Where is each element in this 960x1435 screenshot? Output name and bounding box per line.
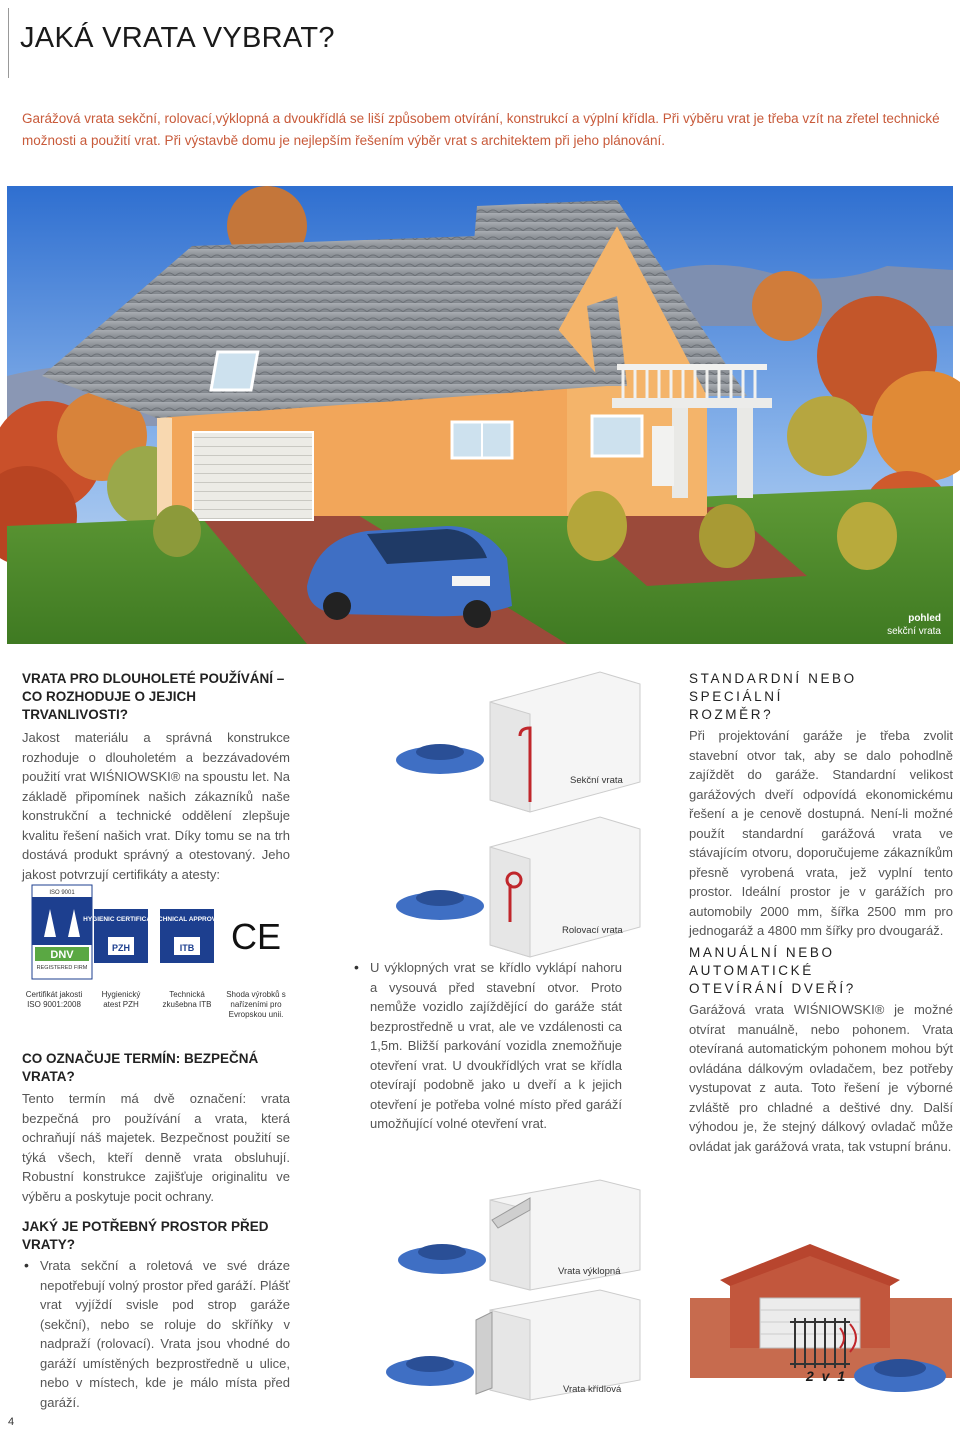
tilt-bullet: • U výklopných vrat se křídlo vyklápí nahoru a vysouvá před stavební otvor. Proto nemůže vozidlo zajíždějící do garáže stát bezprostředně u vrat, ale ve vzdálenosti ca 1,5m. Bližší parkování vozidla znemožňuje otevření vrat. U dvoukřídlých vrat se křídla otevírají podobně jako u dveří a k jejich otevření je potřeba volné místo před garáží umožňující volné otevření vrat.	[352, 958, 622, 1134]
hero-caption	[887, 612, 941, 638]
section-safety	[22, 1050, 290, 1206]
heading-opening-line1: MANUÁLNÍ NEBO AUTOMATICKÉ	[689, 945, 835, 978]
section-size	[689, 670, 953, 941]
technical-approval-logo	[149, 909, 225, 963]
hygienic-text: HYGIENIC CERTIFICATE	[83, 916, 159, 923]
registered-text: REGISTERED FIRM	[36, 965, 88, 971]
label-side-hinged: Vrata křídlová	[563, 1384, 622, 1395]
page-title: JAKÁ VRATA VYBRAT?	[20, 22, 335, 54]
text-safety: Tento termín má dvě označení: vrata bezpečná pro používání a vrata, která ochraňují náš majetek. Bezpečnost použití se týká všech, kteří denně vrata obsluhují. Robustní konstrukce zajišťuje originalitu ve výběru a poskytuje pocit ochrany.	[22, 1091, 290, 1204]
dnv-text: DNV	[50, 949, 74, 961]
hero-caption-sub: sekční vrata	[887, 626, 941, 637]
heading-size	[689, 670, 953, 724]
technical-text: TECHNICAL APPROVAL	[149, 916, 225, 923]
iso-top-text: ISO 9001	[49, 890, 75, 896]
section-durability	[22, 670, 290, 884]
caption-pzh: Hygienický atest PZH	[101, 990, 141, 1009]
page-number: 4	[8, 1416, 15, 1428]
ce-text: CE	[230, 916, 282, 957]
heading-size-line2: ROZMĚR?	[689, 707, 774, 722]
certificates-row	[22, 885, 292, 1025]
heading-opening	[689, 944, 953, 998]
two-in-one-badge: 2 v 1	[806, 1368, 848, 1384]
hero-caption-title: pohled	[908, 613, 941, 624]
intro-text: Garážová vrata sekční, rolovací,výklopná a dvoukřídlá se liší způsobem otvírání, konstrukcí a výplní křídla. Při výběru vrat je třeba vzít na zřetel technické možnosti a použití vrat. Při výstavbě domu je nejlepším řešením výběr vrat s architektem při jeho plánování.	[22, 111, 940, 148]
house-scene	[7, 186, 953, 644]
heading-space: JAKÝ JE POTŘEBNÝ PROSTOR PŘED VRATY?	[22, 1219, 269, 1252]
door-diagrams-top	[380, 672, 670, 942]
text-durability: Jakost materiálu a správná konstrukce rozhoduje o dlouholetém a bezzávadovém použití vrat WIŚNIOWSKI® na spoustu let. Na základě připomínek našich zákazníků naše konstrukční a technické oddělení zlepšuje kvalitu řešení našich vrat. Díky tomu se na trh dostává produkt správný a otestovaný. Jeho jakost potvrzují certifikáty a atesty:	[22, 730, 290, 882]
house-illustration	[7, 186, 953, 644]
space-bullet: • Vrata sekční a roletová ve své dráze nepotřebují volný prostor před garáží. Plášť vrat vyjíždí svisle pod strop garáže (sekční), nebo se roluje do skříňky v nadpraží (rolovací). Vrata jsou vhodné do garáží umístěných bezprostředně u ulice, nebo v místech, kde je málo místa před garáží.	[22, 1256, 290, 1412]
caption-itb: Technická zkušebna ITB	[162, 990, 212, 1009]
dnv-certificate-logo	[32, 885, 92, 979]
heading-safety: CO OZNAČUJE TERMÍN: BEZPEČNÁ VRATA?	[22, 1051, 259, 1084]
space-bullet-list	[22, 1256, 290, 1412]
section-tilt-doors	[352, 958, 622, 1134]
pzh-text: PZH	[112, 943, 130, 953]
hygienic-certificate-logo	[83, 909, 159, 963]
text-size: Při projektování garáže je třeba zvolit stavební otvor tak, aby se dalo pohodlně zajíždět do garáže. Standardní velikost garážových dveří odpovídá ekonomickému řešení a je cenově dostupná. Není-li možné použít standardní garážová vrata ve stávajícím otvoru, doporučujeme zákazníkům přesně vyrobená vrata, jež vyplní tento prostor. Ideální prostor je v garážích pro automobily 2000 mm, šířka 2500 mm pro jednogaráž a 4800 mm šířky pro dvougaráž.	[689, 728, 953, 938]
section-space	[22, 1218, 290, 1412]
section-opening	[689, 944, 953, 1156]
itb-text: ITB	[179, 943, 195, 953]
label-roller: Rolovací vrata	[562, 925, 623, 936]
title-rule	[8, 8, 9, 78]
text-opening: Garážová vrata WIŚNIOWSKI® je možné otvírat manuálně, nebo pohonem. Vrata otevíraná automatickým pohonem mohou být ovládána dálkovým ovladačem, bez potřeby vystupovat z auta. Toto řešení je výborné zvláště pro chladné a deštivé dny. Další výhodou je, že stejný dálkový ovladač může ovládat jak garážová vrata, tak vstupní bránu.	[689, 1002, 953, 1154]
door-diagrams-bottom	[380, 1180, 670, 1400]
heading-durability: VRATA PRO DLOUHOLETÉ POUŽÍVÁNÍ – CO ROZHODUJE O JEJICH TRVANLIVOSTI?	[22, 671, 285, 722]
label-up-over: Vrata výklopná	[558, 1266, 621, 1277]
heading-size-line1: STANDARDNÍ NEBO SPECIÁLNÍ	[689, 671, 857, 704]
caption-iso: Certifikát jakosti ISO 9001:2008	[25, 990, 83, 1009]
heading-opening-line2: OTEVÍRÁNÍ DVEŘÍ?	[689, 981, 856, 996]
label-sectional: Sekční vrata	[570, 775, 623, 786]
tilt-bullet-list	[352, 958, 622, 1134]
ce-mark-icon	[230, 913, 282, 957]
caption-ce: Shoda výrobků s nařízeními pro Evropskou unii.	[226, 990, 286, 1019]
